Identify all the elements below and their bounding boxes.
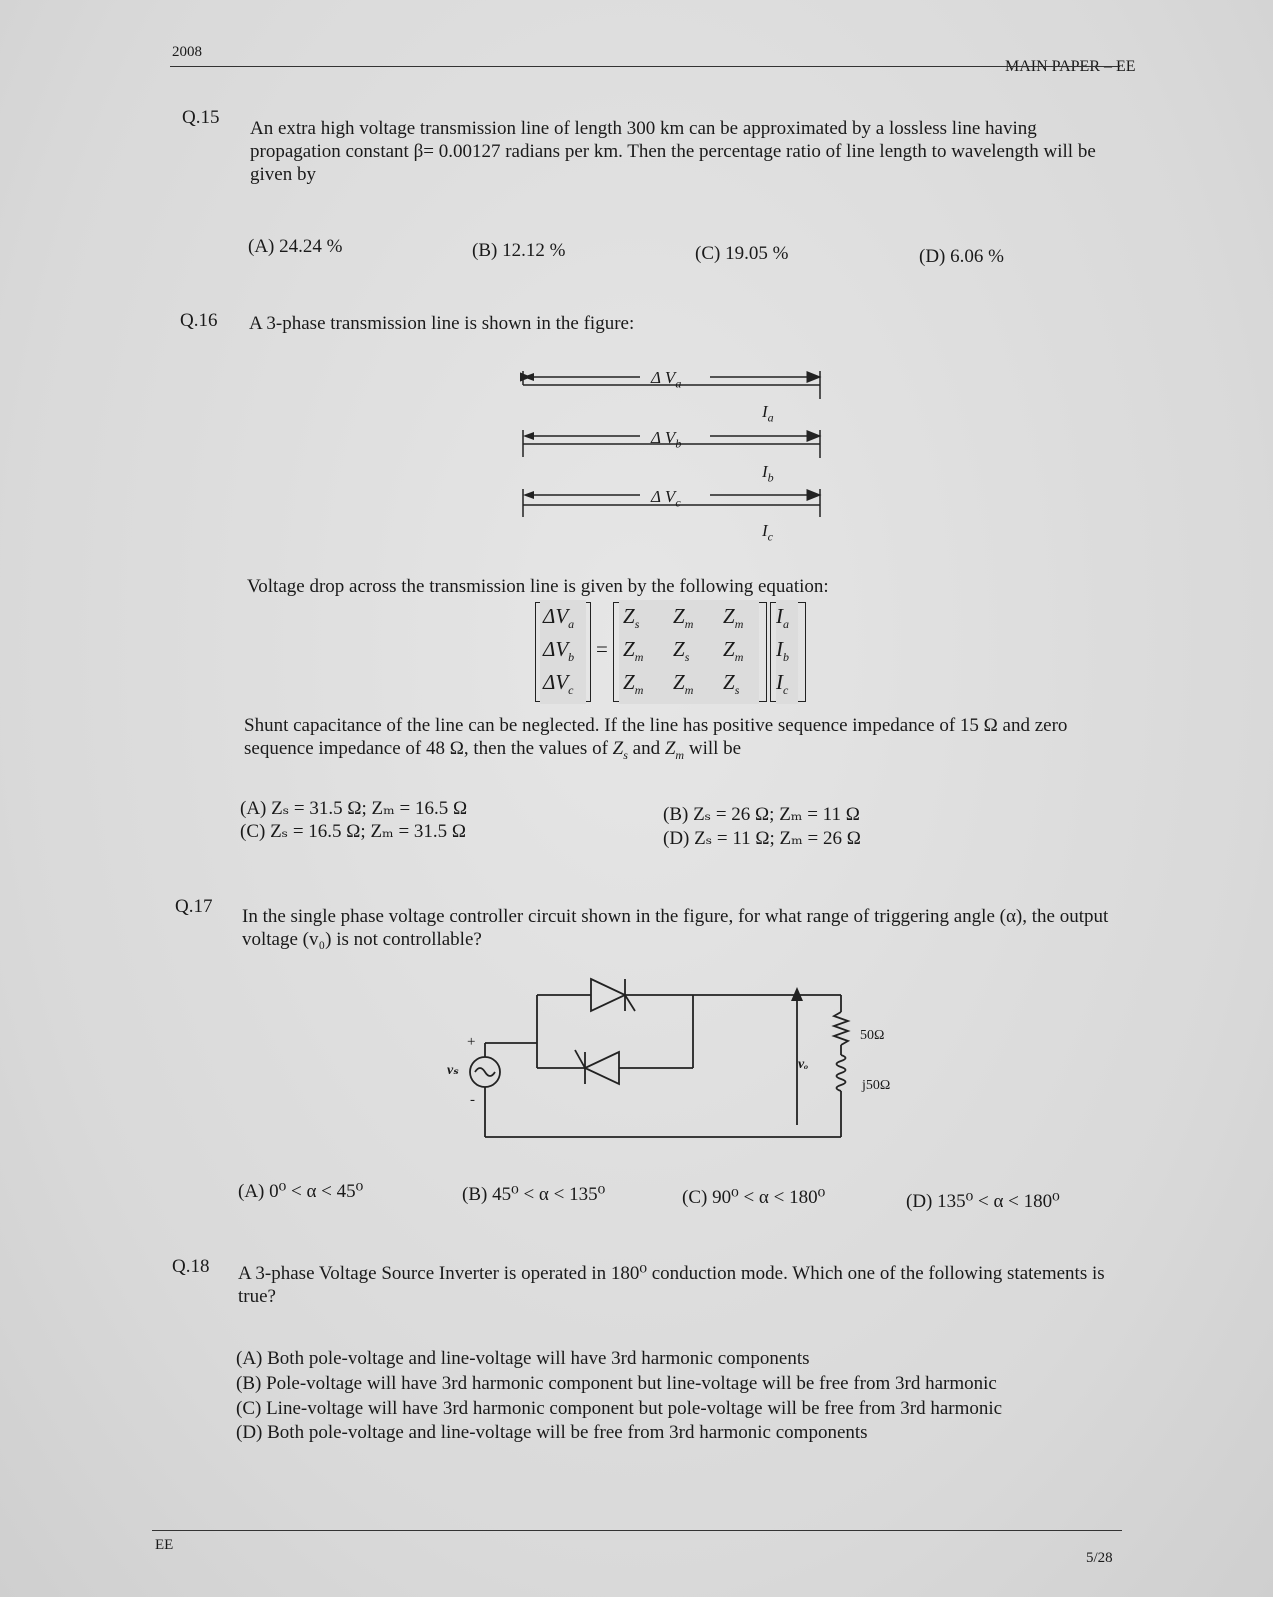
q16-text2: Voltage drop across the transmission line is given by the following equation: (247, 576, 829, 597)
lhs-c: $\Delta V_c$ (543, 670, 574, 698)
q17-option-b[interactable]: (B) 45⁰ < α < 135⁰ (462, 1184, 606, 1205)
q16-option-c[interactable]: (C) Zₛ = 16.5 Ω; Zₘ = 31.5 Ω (240, 821, 467, 842)
q16-number: Q.16 (180, 310, 218, 331)
rhs-a: $I_a$ (776, 604, 789, 632)
z-21: $Z_m$ (623, 637, 644, 665)
header-rule (170, 66, 1120, 67)
q18-text: A 3-phase Voltage Source Inverter is operated in 180⁰ conduction mode. Which one of the following statements is true? (238, 1263, 1105, 1307)
drop-a-label: Δ $V_a$ (651, 368, 682, 391)
q17-option-d[interactable]: (D) 135⁰ < α < 180⁰ (906, 1191, 1060, 1212)
rhs-c: $I_c$ (776, 670, 789, 698)
output-label: vₒ (798, 1057, 809, 1072)
current-b-label: $I_b$ (762, 462, 774, 485)
header-paper: MAIN PAPER – EE (1005, 58, 1136, 75)
resistor-label: 50Ω (860, 1028, 885, 1043)
source-minus: - (470, 1092, 475, 1108)
z-33: $Z_s$ (723, 670, 740, 698)
header-year: 2008 (172, 44, 202, 60)
current-c-label: $I_c$ (762, 521, 773, 544)
equals-sign: = (596, 637, 608, 661)
q15-text: An extra high voltage transmission line of length 300 km can be approximated by a lossless line having propagation constant β= 0.00127 radians per km. Then the percentage ratio of line length to wavelength will be given by (250, 118, 1096, 185)
lhs-b: $\Delta V_b$ (543, 637, 575, 665)
q16-option-b[interactable]: (B) Zₛ = 26 Ω; Zₘ = 11 Ω (663, 804, 860, 825)
z-23: $Z_m$ (723, 637, 744, 665)
drop-c-label: Δ $V_c$ (651, 487, 681, 510)
q17-number: Q.17 (175, 896, 213, 917)
drop-b-label: Δ $V_b$ (651, 428, 682, 451)
source-label: vₛ (447, 1063, 459, 1078)
z-32: $Z_m$ (673, 670, 694, 698)
rhs-b: $I_b$ (776, 637, 789, 665)
q16-option-a[interactable]: (A) Zₛ = 31.5 Ω; Zₘ = 16.5 Ω (240, 798, 468, 819)
q15-number: Q.15 (182, 107, 220, 128)
z-22: $Z_s$ (673, 637, 690, 665)
footer-left: EE (155, 1537, 174, 1553)
current-a-label: $I_a$ (762, 402, 774, 425)
q15-option-b[interactable]: (B) 12.12 % (472, 240, 566, 261)
q16-text3: Shunt capacitance of the line can be neglected. If the line has positive sequence impedance of 15 Ω and zero sequence impedance of 48 Ω, then the values of $Z_s$ and $Z_m$ will be (244, 715, 1068, 762)
footer-rule (152, 1530, 1122, 1531)
q16-text: A 3-phase transmission line is shown in the figure: (249, 313, 635, 334)
z-31: $Z_m$ (623, 670, 644, 698)
q18-option-b[interactable]: (B) Pole-voltage will have 3rd harmonic component but line-voltage will be free from 3rd harmonic (236, 1373, 997, 1394)
q18-number: Q.18 (172, 1256, 210, 1277)
q16-option-d[interactable]: (D) Zₛ = 11 Ω; Zₘ = 26 Ω (663, 828, 861, 849)
z-13: $Z_m$ (723, 604, 744, 632)
q17-option-c[interactable]: (C) 90⁰ < α < 180⁰ (682, 1187, 826, 1208)
z-11: $Z_s$ (623, 604, 640, 632)
z-12: $Z_m$ (673, 604, 694, 632)
q15-option-a[interactable]: (A) 24.24 % (248, 236, 343, 257)
q17-text: In the single phase voltage controller circuit shown in the figure, for what range of triggering angle (α), the output voltage (v₀) is not controllable? (242, 906, 1109, 950)
q18-option-a[interactable]: (A) Both pole-voltage and line-voltage will have 3rd harmonic components (236, 1348, 810, 1369)
q18-option-c[interactable]: (C) Line-voltage will have 3rd harmonic component but pole-voltage will be free from 3rd harmonic (236, 1398, 1003, 1419)
voltage-controller-circuit (455, 965, 885, 1150)
lhs-a: $\Delta V_a$ (543, 604, 575, 632)
q15-option-c[interactable]: (C) 19.05 % (695, 243, 789, 264)
inductor-label: j50Ω (862, 1078, 891, 1093)
q18-option-d[interactable]: (D) Both pole-voltage and line-voltage will be free from 3rd harmonic components (236, 1422, 868, 1443)
transmission-line-figure (520, 365, 840, 555)
impedance-matrix-equation (535, 600, 820, 704)
q17-option-a[interactable]: (A) 0⁰ < α < 45⁰ (238, 1181, 364, 1202)
q15-option-d[interactable]: (D) 6.06 % (919, 246, 1004, 267)
source-plus: + (467, 1034, 476, 1050)
footer-page-number: 5/28 (1086, 1550, 1113, 1566)
